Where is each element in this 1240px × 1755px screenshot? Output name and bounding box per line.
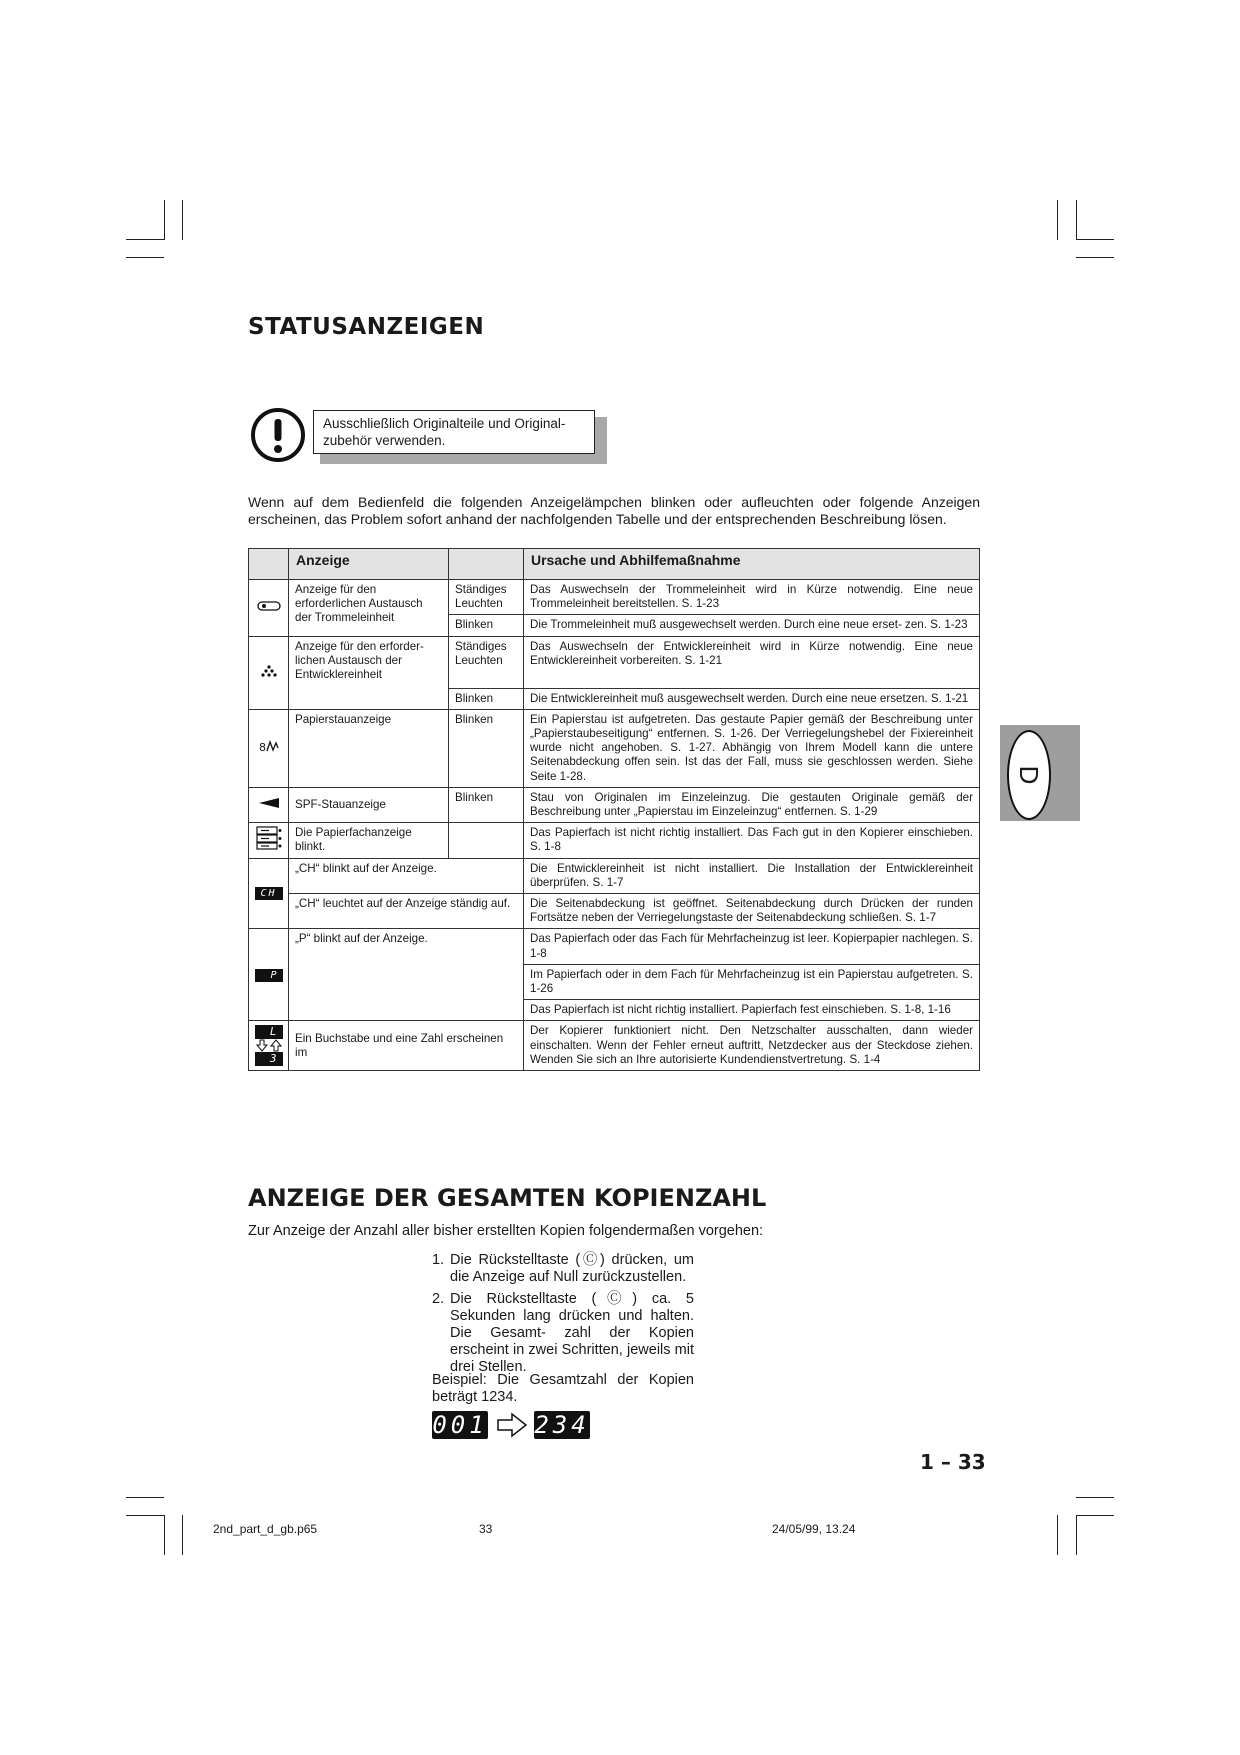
svg-text:8: 8: [258, 741, 266, 754]
cause-cell: Die Seitenabdeckung ist geöffnet. Seitenabdeckung durch Drücken der runden Fortsätze neben der Verriegelungstaste der Seitenabdeckung schließen. S. 1-7: [524, 894, 980, 929]
indicator-cell: Die Papierfachanzeige blinkt.: [289, 823, 449, 858]
crop-mark: [1076, 239, 1114, 240]
status-table: [248, 548, 980, 1071]
cause-cell: Das Papierfach ist nicht richtig installiert. Papierfach fest einschieben. S. 1-8, 1-16: [524, 1000, 980, 1021]
state-cell: [449, 823, 524, 858]
page-number: 1 – 33: [920, 1450, 986, 1474]
crop-mark: [164, 200, 165, 240]
crop-mark: [1076, 1515, 1114, 1516]
table-row: [249, 823, 980, 858]
cause-cell: Das Auswechseln der Entwicklereinheit wird in Kürze notwendig. Eine neue Entwicklereinheit vorbereiten. S. 1-21: [524, 636, 980, 688]
steps-list: [432, 1252, 694, 1381]
step-text: Die Rückstelltaste (Ⓒ) drücken, um die Anzeige auf Null zurückzustellen.: [450, 1252, 694, 1285]
indicator-cell: „P“ blinkt auf der Anzeige.: [289, 929, 524, 1021]
cause-cell: Die Trommeleinheit muß ausgewechselt werden. Durch eine neue erset- zen. S. 1-23: [524, 615, 980, 636]
cause-cell: Das Papierfach oder das Fach für Mehrfacheinzug ist leer. Kopierpapier nachlegen. S. 1-8: [524, 929, 980, 964]
crop-mark: [164, 1515, 165, 1555]
note-box: [313, 410, 595, 454]
footer-file: 2nd_part_d_gb.p65: [213, 1522, 318, 1536]
state-cell: Blinken: [449, 688, 524, 709]
paper-jam-icon: [259, 739, 279, 753]
p-display-text: P: [270, 969, 277, 981]
crop-mark: [1076, 1515, 1077, 1555]
indicator-cell: Papierstauanzeige: [289, 709, 449, 787]
icon-cell: [249, 787, 289, 822]
paper-tray-icon: [255, 825, 283, 851]
table-row: [249, 929, 980, 964]
indicator-cell: Anzeige für den erforder- lichen Austausch der Entwicklereinheit: [289, 636, 449, 709]
icon-cell: [249, 858, 289, 929]
developer-icon: [261, 664, 277, 678]
state-cell: Blinken: [449, 615, 524, 636]
arrow-right-icon: [496, 1412, 528, 1438]
crop-mark: [182, 200, 183, 240]
crop-mark: [1076, 257, 1114, 258]
header-indicator: Anzeige: [289, 549, 449, 580]
p-display-icon: [255, 969, 283, 982]
ch-display-icon: [255, 887, 283, 900]
state-cell: Ständiges Leuchten: [449, 580, 524, 615]
cause-cell: Das Auswechseln der Trommeleinheit wird in Kürze notwendig. Eine neue Trommeleinheit bereitstellen. S. 1-23: [524, 580, 980, 615]
table-row: [249, 580, 980, 615]
state-cell: Ständiges Leuchten: [449, 636, 524, 688]
cause-cell: Ein Papierstau ist aufgetreten. Das gestaute Papier gemäß der Beschreibung unter „Papierstaubeseitigung“ entfernen. S. 1-26. Der Verriegelungshebel der Fixiereinheit wurde nicht angehoben. S. 1-27. Abhängig von Ihrem Modell kann die untere Seitenabdeckung offen sein. Ist das der Fall, muss sie geschlossen werden. Siehe Seite 1-28.: [524, 709, 980, 787]
ch-display-text: CH: [260, 888, 277, 900]
example-text: Beispiel: Die Gesamtzahl der Kopien beträgt 1234.: [432, 1372, 694, 1405]
footer-page: 33: [479, 1522, 493, 1536]
icon-cell: [249, 929, 289, 1021]
cause-cell: Die Entwicklereinheit muß ausgewechselt werden. Durch eine neue ersetzen. S. 1-21: [524, 688, 980, 709]
language-tab-oval: [1007, 730, 1051, 820]
section-heading-kopienzahl: ANZEIGE DER GESAMTEN KOPIENZAHL: [248, 1184, 767, 1212]
header-icon-cell: [249, 549, 289, 580]
language-tab: [1000, 725, 1080, 821]
table-row: [249, 858, 980, 893]
step-number: 1.: [432, 1252, 445, 1268]
section-heading-statusanzeigen: STATUSANZEIGEN: [248, 314, 485, 340]
cause-cell: Das Papierfach ist nicht richtig installiert. Das Fach gut in den Kopierer einschieben. S. 1-8: [524, 823, 980, 858]
footer-date: 24/05/99, 13.24: [772, 1522, 856, 1536]
indicator-cell: „CH“ blinkt auf der Anzeige.: [289, 858, 524, 893]
cause-cell: Der Kopierer funktioniert nicht. Den Netzschalter ausschalten, dann wieder einschalten. Wenn der Fehler erneut auftritt, Netzdecker aus der Steckdose ziehen. Wenden Sie sich an Ihre autorisierte Kundendienstvertretung. S. 1-4: [524, 1021, 980, 1071]
drum-icon: [257, 600, 281, 612]
table-row: [249, 636, 980, 688]
note-text: Ausschließlich Originalteile und Original- zubehör verwenden.: [323, 416, 566, 448]
error-number-display: 3: [255, 1052, 283, 1066]
header-state: [449, 549, 524, 580]
crop-mark: [126, 257, 164, 258]
table-row: [249, 894, 980, 929]
counter-display-first: 001: [432, 1411, 488, 1439]
icon-cell: [249, 823, 289, 858]
list-item: [432, 1252, 694, 1286]
indicator-cell: Ein Buchstabe und eine Zahl erscheinen im: [289, 1021, 524, 1071]
table-header-row: [249, 549, 980, 580]
crop-mark: [1057, 200, 1058, 240]
state-cell: Blinken: [449, 787, 524, 822]
cause-cell: Im Papierfach oder in dem Fach für Mehrfacheinzug ist ein Papierstau aufgetreten. S. 1-26: [524, 964, 980, 999]
icon-cell: [249, 709, 289, 787]
table-row: [249, 787, 980, 822]
table-row: [249, 1021, 980, 1071]
language-tab-letter: D: [1014, 765, 1044, 785]
state-cell: Blinken: [449, 709, 524, 787]
indicator-cell: Anzeige für den erforderlichen Austausch der Trommeleinheit: [289, 580, 449, 637]
error-letter-display: L: [255, 1025, 283, 1039]
indicator-cell: „CH“ leuchtet auf der Anzeige ständig auf.: [289, 894, 524, 929]
intro-paragraph: Wenn auf dem Bedienfeld die folgenden Anzeigelämpchen blinken oder aufleuchten oder folgende Anzeigen erscheinen, das Problem sofort anhand der nachfolgenden Tabelle und der entsprechenden Beschreibung lösen.: [248, 494, 980, 527]
list-item: [432, 1291, 694, 1376]
counter-display-second: 234: [534, 1411, 590, 1439]
step-text: Die Rückstelltaste (Ⓒ) ca. 5 Sekunden lang drücken und halten. Die Gesamt- zahl der Kopien erscheint in zwei Schritten, jeweils mit drei Stellen.: [450, 1291, 694, 1375]
kopienzahl-intro: Zur Anzeige der Anzahl aller bisher erstellten Kopien folgendermaßen vorgehen:: [248, 1223, 764, 1239]
crop-mark: [182, 1515, 183, 1555]
crop-mark: [1076, 200, 1077, 240]
icon-cell: [249, 1021, 289, 1071]
spf-jam-icon: [258, 797, 280, 809]
crop-mark: [126, 239, 164, 240]
warning-icon: [250, 407, 306, 463]
up-down-arrows-icon: [256, 1039, 282, 1052]
header-cause: Ursache und Abhilfemaßnahme: [524, 549, 980, 580]
crop-mark: [1057, 1515, 1058, 1555]
icon-cell: [249, 580, 289, 637]
cause-cell: Stau von Originalen im Einzeleinzug. Die gestauten Originale gemäß der Beschreibung unter „Papierstau im Einzeleinzug“ entfernen. S. 1-29: [524, 787, 980, 822]
crop-mark: [126, 1497, 164, 1498]
indicator-cell: SPF-Stauanzeige: [289, 787, 449, 822]
error-code-display-icon: [255, 1025, 283, 1066]
crop-mark: [126, 1515, 164, 1516]
cause-cell: Die Entwicklereinheit ist nicht installiert. Die Installation der Entwicklereinheit überprüfen. S. 1-7: [524, 858, 980, 893]
crop-mark: [1076, 1497, 1114, 1498]
table-row: [249, 709, 980, 787]
step-number: 2.: [432, 1291, 445, 1307]
icon-cell: [249, 636, 289, 709]
